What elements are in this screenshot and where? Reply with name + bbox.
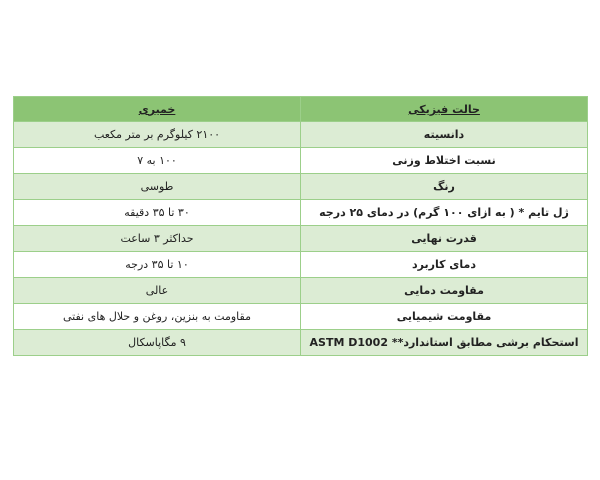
row-property: مقاومت شیمیایی: [301, 304, 588, 330]
row-value: ۹ مگاپاسکال: [14, 330, 301, 356]
table-row: [14, 174, 588, 200]
row-value: طوسی: [14, 174, 301, 200]
header-property: حالت فیزیکی: [301, 97, 588, 122]
row-value: عالی: [14, 278, 301, 304]
table-row: [14, 278, 588, 304]
row-property: ژل تایم * ( به ازای ۱۰۰ گرم) در دمای ۲۵ درجه: [301, 200, 588, 226]
row-value: حداکثر ۳ ساعت: [14, 226, 301, 252]
row-property: مقاومت دمایی: [301, 278, 588, 304]
table-header-row: [14, 97, 588, 122]
row-value: ۱۰ تا ۳۵ درجه: [14, 252, 301, 278]
row-value: ۳۰ تا ۳۵ دقیقه: [14, 200, 301, 226]
table-row: [14, 252, 588, 278]
row-property: دانسیته: [301, 122, 588, 148]
table-row: [14, 226, 588, 252]
row-property: قدرت نهایی: [301, 226, 588, 252]
row-property: رنگ: [301, 174, 588, 200]
row-value: مقاومت به بنزین، روغن و حلال های نفتی: [14, 304, 301, 330]
row-property: نسبت اختلاط وزنی: [301, 148, 588, 174]
table-row: [14, 200, 588, 226]
row-property: استحکام برشی مطابق استاندارد** ASTM D1002: [301, 330, 588, 356]
row-value: ۲۱۰۰ کیلوگرم بر متر مکعب: [14, 122, 301, 148]
table-row: [14, 148, 588, 174]
row-property: دمای کاربرد: [301, 252, 588, 278]
table-row: [14, 330, 588, 356]
spec-table: [13, 96, 588, 356]
row-value: ۱۰۰ به ۷: [14, 148, 301, 174]
table-row: [14, 122, 588, 148]
table-row: [14, 304, 588, 330]
header-value: خمیری: [14, 97, 301, 122]
